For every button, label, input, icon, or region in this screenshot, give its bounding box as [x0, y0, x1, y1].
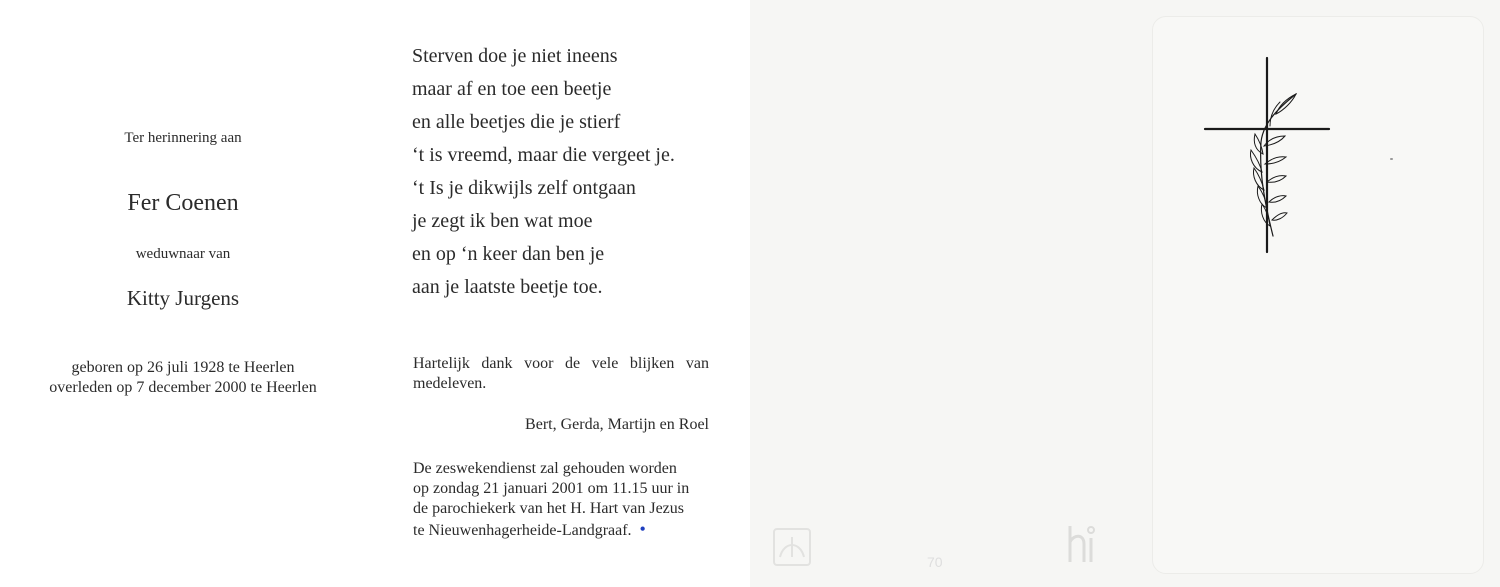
- spouse-name: Kitty Jurgens: [126, 286, 240, 310]
- dot-marker: •: [639, 519, 646, 539]
- poem-line: Sterven doe je niet ineens: [412, 45, 618, 67]
- poem-line: je zegt ik ben wat moe: [412, 210, 593, 232]
- birth-line: geboren op 26 juli 1928 te Heerlen: [71, 359, 295, 376]
- poem-line: ‘t is vreemd, maar die vergeet je.: [412, 144, 675, 166]
- service-line: [413, 519, 723, 541]
- poem-line: aan je laatste beetje toe.: [412, 276, 603, 298]
- service-location: te Nieuwenhagerheide-Landgraaf.: [413, 522, 632, 539]
- poem-line: en op ‘n keer dan ben je: [412, 243, 605, 265]
- service-line: de parochiekerk van het H. Hart van Jezus: [413, 500, 684, 517]
- service-announcement: [413, 459, 723, 541]
- poem-line: ‘t Is je dikwijls zelf ontgaan: [412, 177, 636, 199]
- memorial-intro: Ter herinnering aan: [124, 130, 242, 146]
- cover-page: [750, 0, 1500, 587]
- poem-line: en alle beetjes die je stierf: [412, 111, 621, 133]
- cross-with-palm-branch-icon: [1198, 54, 1334, 258]
- embossed-logo-icon: [772, 527, 812, 567]
- thank-you-note: Hartelijk dank voor de vele blijken van medeleven.: [413, 355, 709, 392]
- deceased-name: Fer Coenen: [127, 190, 239, 216]
- embossed-monogram-icon: [1064, 522, 1098, 566]
- paper-speck: [1390, 158, 1393, 160]
- relation-label: weduwnaar van: [135, 246, 231, 262]
- family-signature: Bert, Gerda, Martijn en Roel: [525, 416, 709, 433]
- service-line: De zeswekendienst zal gehouden worden: [413, 460, 677, 477]
- death-line: overleden op 7 december 2000 te Heerlen: [49, 379, 317, 396]
- poem-line: maar af en toe een beetje: [412, 78, 612, 100]
- life-dates: [20, 358, 346, 398]
- service-line: op zondag 21 januari 2001 om 11.15 uur in: [413, 480, 690, 497]
- poem: [412, 40, 675, 304]
- embossed-number: 70: [927, 554, 943, 570]
